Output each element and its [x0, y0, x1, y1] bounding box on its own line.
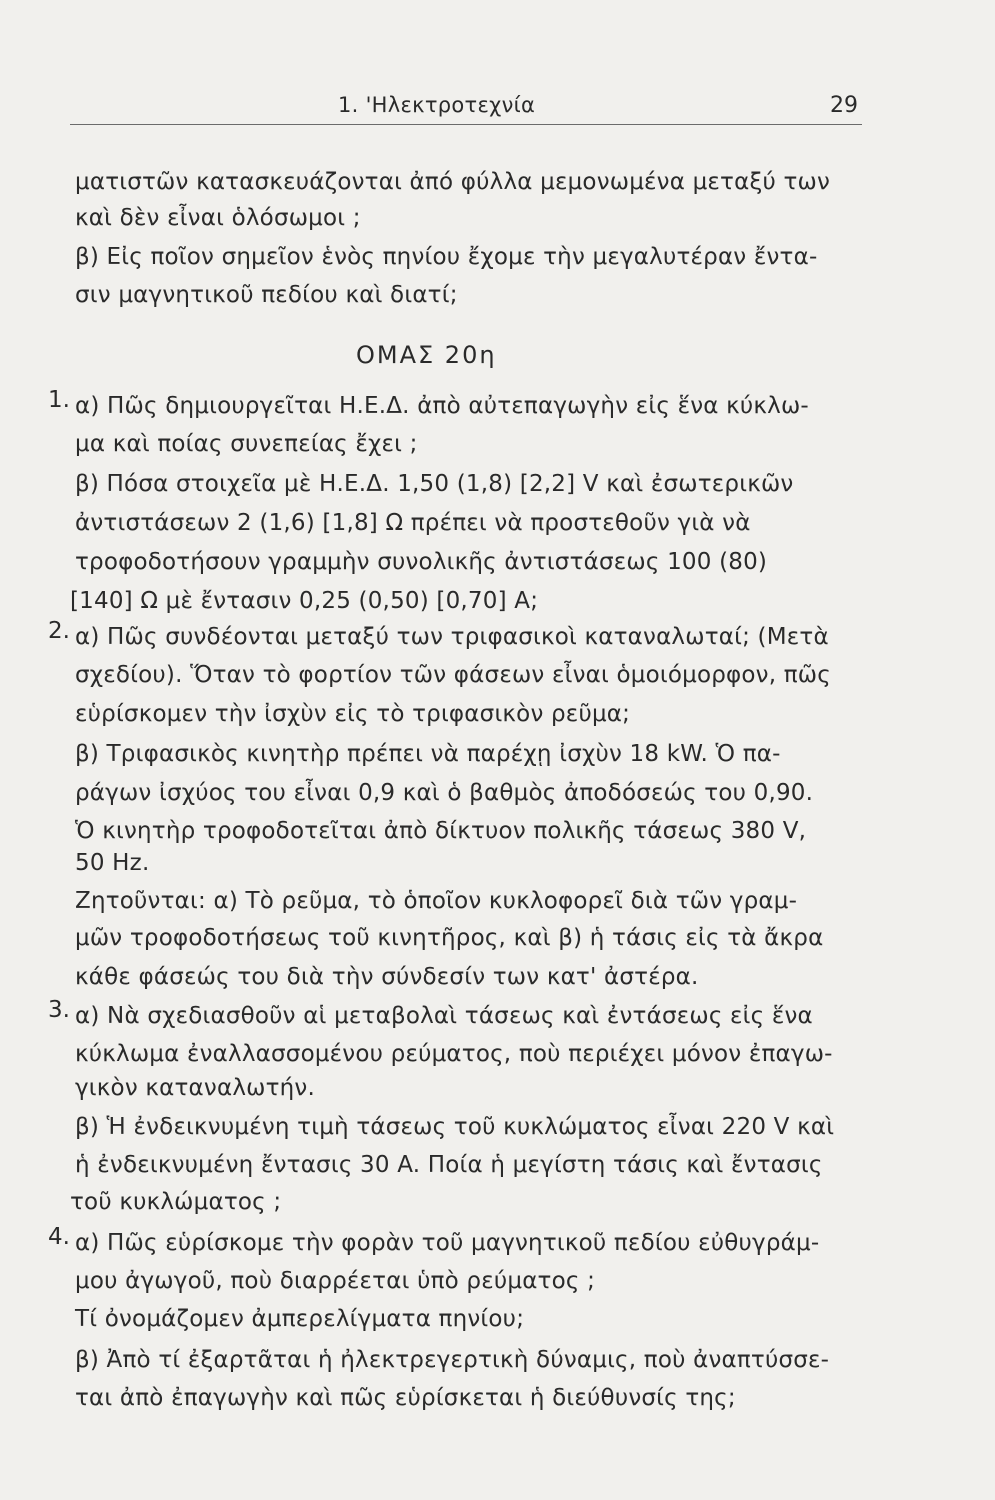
text-line: γικὸν καταναλωτήν.	[75, 1075, 315, 1101]
text-line: α) Πῶς δημιουργεῖται Η.Ε.Δ. ἀπὸ αὐτεπαγωγὴν εἰς ἕνα κύκλω-	[75, 393, 809, 419]
text-line: μῶν τροφοδοτήσεως τοῦ κινητῆρος, καὶ β) ἡ τάσις εἰς τὰ ἄκρα	[75, 925, 824, 951]
text-line: σιν μαγνητικοῦ πεδίου καὶ διατί;	[75, 282, 458, 308]
text-line: β) Πόσα στοιχεῖα μὲ Η.Ε.Δ. 1,50 (1,8) [2,2] V καὶ ἐσωτερικῶν	[75, 471, 794, 497]
text-line: α) Πῶς εὑρίσκομε τὴν φορὰν τοῦ μαγνητικοῦ πεδίου εὐθυγράμ-	[75, 1230, 820, 1256]
question-number: 1.	[48, 387, 70, 413]
text-line: σχεδίου). Ὅταν τὸ φορτίον τῶν φάσεων εἶναι ὁμοιόμορφον, πῶς	[75, 662, 831, 688]
text-line: τροφοδοτήσουν γραμμὴν συνολικῆς ἀντιστάσεως 100 (80)	[75, 549, 768, 575]
text-line: β) Ἀπὸ τί ἐξαρτᾶται ἡ ἠλεκτρεγερτικὴ δύναμις, ποὺ ἀναπτύσσε-	[75, 1347, 830, 1373]
text-line: ματιστῶν κατασκευάζονται ἀπό φύλλα μεμονωμένα μεταξύ των	[75, 169, 831, 195]
text-line: ἡ ἐνδεικνυμένη ἔντασις 30 A. Ποία ἡ μεγίστη τάσις καὶ ἔντασις	[75, 1152, 823, 1178]
text-line: β) Τριφασικὸς κινητὴρ πρέπει νὰ παρέχῃ ἰσχὺν 18 kW. Ὁ πα-	[75, 741, 781, 767]
running-header	[70, 93, 860, 125]
text-line: κύκλωμα ἐναλλασσομένου ρεύματος, ποὺ περιέχει μόνον ἐπαγω-	[75, 1041, 833, 1067]
text-line: α) Πῶς συνδέονται μεταξύ των τριφασικοὶ καταναλωταί; (Μετὰ	[75, 624, 829, 650]
text-line: μα καὶ ποίας συνεπείας ἔχει ;	[75, 431, 418, 457]
question-number: 4.	[48, 1224, 70, 1250]
header-rule	[70, 124, 862, 125]
text-line: Ὁ κινητὴρ τροφοδοτεῖται ἀπὸ δίκτυον πολικῆς τάσεως 380 V,	[75, 818, 807, 844]
text-line: β) Ἡ ἐνδεικνυμένη τιμὴ τάσεως τοῦ κυκλώματος εἶναι 220 V καὶ	[75, 1114, 835, 1140]
section-title: ΟΜΑΣ 20η	[356, 341, 497, 369]
text-line: α) Νὰ σχεδιασθοῦν αἱ μεταβολαὶ τάσεως καὶ ἐντάσεως εἰς ἕνα	[75, 1003, 813, 1029]
text-line: ράγων ἰσχύος του εἶναι 0,9 καὶ ὁ βαθμὸς ἀποδόσεώς του 0,90.	[75, 780, 814, 806]
chapter-title: 1. 'Ηλεκτροτεχνία	[338, 93, 536, 117]
text-line: [140] Ω μὲ ἔντασιν 0,25 (0,50) [0,70] A;	[70, 588, 539, 614]
text-line: ται ἀπὸ ἐπαγωγὴν καὶ πῶς εὑρίσκεται ἡ διεύθυνσίς της;	[75, 1385, 736, 1411]
text-line: β) Εἰς ποῖον σημεῖον ἑνὸς πηνίου ἔχομε τὴν μεγαλυτέραν ἔντα-	[75, 244, 818, 270]
question-number: 2.	[48, 618, 70, 644]
text-line: εὑρίσκομεν τὴν ἰσχὺν εἰς τὸ τριφασικὸν ρεῦμα;	[75, 701, 631, 727]
text-line: καὶ δὲν εἶναι ὁλόσωμοι ;	[75, 205, 361, 231]
text-line: κάθε φάσεώς του διὰ τὴν σύνδεσίν των κατ' ἀστέρα.	[75, 964, 699, 990]
text-line: Τί ὀνομάζομεν ἀμπερελίγματα πηνίου;	[75, 1306, 525, 1332]
text-line: τοῦ κυκλώματος ;	[70, 1189, 282, 1215]
text-line: 50 Hz.	[75, 850, 150, 876]
question-number: 3.	[48, 997, 70, 1023]
text-line: ἀντιστάσεων 2 (1,6) [1,8] Ω πρέπει νὰ προστεθοῦν γιὰ νὰ	[75, 510, 751, 536]
text-line: Ζητοῦνται: α) Τὸ ρεῦμα, τὸ ὁποῖον κυκλοφορεῖ διὰ τῶν γραμ-	[75, 888, 798, 914]
page-number: 29	[830, 93, 858, 118]
text-line: μου ἀγωγοῦ, ποὺ διαρρέεται ὑπὸ ρεύματος ;	[75, 1268, 596, 1294]
